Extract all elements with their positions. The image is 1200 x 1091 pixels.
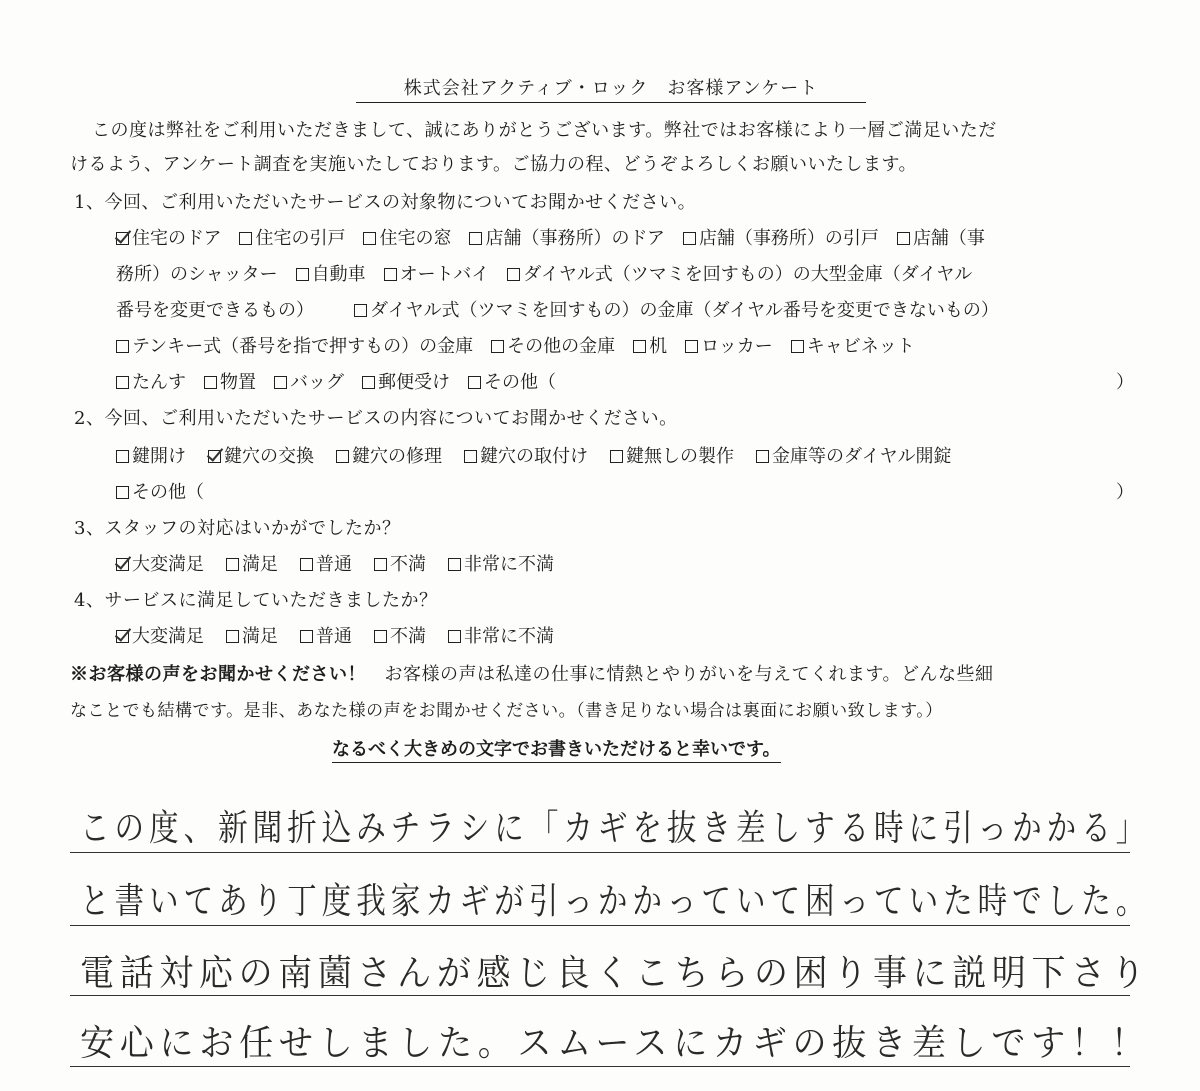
q4-heading: 4、サービスに満足していただきましたか？ <box>74 590 438 611</box>
q2-other-close-paren: ） <box>1116 482 1134 503</box>
handwritten-line-3: 電話対応の南薗さんが感じ良くこちらの困り事に説明下さり <box>80 953 1151 994</box>
checkbox-icon[interactable] <box>226 630 239 643</box>
q1-option[interactable] <box>468 368 556 394</box>
handwritten-line-4: 安心にお任せしました。スムースにカギの抜き差しです！！ <box>80 1023 1151 1064</box>
q1-option-label: 郵便受け <box>378 372 450 393</box>
survey-title: 株式会社アクティブ・ロック お客様アンケート <box>356 74 866 103</box>
checkbox-icon[interactable] <box>468 376 481 389</box>
checkbox-icon[interactable] <box>610 450 623 463</box>
checkbox-icon[interactable] <box>116 340 129 353</box>
checkbox-icon[interactable] <box>448 558 461 571</box>
q1-option[interactable] <box>507 260 972 286</box>
q1-heading: 1、今回、ご利用いただいたサービスの対象物についてお聞かせください。 <box>74 192 697 213</box>
checkbox-icon[interactable] <box>464 450 477 463</box>
q1-option-label: その他（ <box>484 372 556 393</box>
q2-option-label: 鍵開け <box>132 446 186 467</box>
q1-row-3 <box>116 296 999 322</box>
q1-option-label: 物置 <box>220 372 256 393</box>
checkbox-icon[interactable] <box>756 450 769 463</box>
q3-option-label: 大変満足 <box>132 554 204 575</box>
q3-option[interactable] <box>116 550 204 576</box>
checkbox-icon[interactable] <box>336 450 349 463</box>
checkbox-icon[interactable] <box>897 232 910 245</box>
q1-option-label: キャビネット <box>806 336 915 357</box>
q1-option-label: その他の金庫 <box>507 336 616 357</box>
q1-option[interactable] <box>633 332 667 358</box>
q3-option-label: 不満 <box>390 554 426 575</box>
checkbox-icon[interactable] <box>384 268 397 281</box>
q3-row-1 <box>116 550 576 576</box>
checkbox-checked-icon[interactable] <box>116 232 129 245</box>
checkbox-icon[interactable] <box>491 340 504 353</box>
checkbox-icon[interactable] <box>683 232 696 245</box>
q1-option[interactable] <box>204 368 256 394</box>
q2-option[interactable] <box>116 442 186 468</box>
q1-option[interactable] <box>354 296 999 322</box>
q4-option[interactable] <box>300 622 352 648</box>
q1-option-label: 番号を変更できるもの） <box>116 300 314 321</box>
q1-other-close-paren: ） <box>1116 372 1134 393</box>
q2-option[interactable] <box>336 442 442 468</box>
q3-option[interactable] <box>374 550 426 576</box>
writing-rule-2 <box>70 925 1130 926</box>
q4-option-label: 大変満足 <box>132 626 204 647</box>
q1-option-label: バッグ <box>290 372 344 393</box>
q1-option[interactable] <box>897 224 985 250</box>
q4-row-1 <box>116 622 576 648</box>
checkbox-icon[interactable] <box>116 450 129 463</box>
q1-option-label: 自動車 <box>311 264 366 285</box>
q1-option[interactable] <box>791 332 915 358</box>
q2-option-label: 鍵穴の交換 <box>224 446 314 467</box>
q1-option-label: 務所）のシャッター <box>116 264 278 285</box>
q1-option[interactable] <box>239 224 345 250</box>
checkbox-icon[interactable] <box>507 268 520 281</box>
checkbox-icon[interactable] <box>791 340 804 353</box>
q1-option <box>116 260 278 286</box>
voice-line-1 <box>70 660 994 686</box>
q3-option[interactable] <box>448 550 554 576</box>
q1-option-label: 住宅の引戸 <box>255 228 346 249</box>
q1-row-1 <box>116 224 985 250</box>
writing-rule-1 <box>70 852 1130 853</box>
q1-option-label: 住宅の窓 <box>379 228 452 249</box>
q3-heading: 3、スタッフの対応はいかがでしたか？ <box>74 518 401 539</box>
q2-option-label: 鍵無しの製作 <box>626 446 734 467</box>
intro-line-2: けるよう、アンケート調査を実施いたしております。ご協力の程、どうぞよろしくお願いいたします。 <box>70 154 918 175</box>
q1-option[interactable] <box>469 224 664 250</box>
q4-option[interactable] <box>116 622 204 648</box>
q1-option-label: ロッカー <box>701 336 773 357</box>
q4-option-label: 不満 <box>390 626 426 647</box>
checkbox-icon[interactable] <box>300 558 313 571</box>
q2-option[interactable] <box>208 442 314 468</box>
voice-line-2: なことでも結構です。是非、あなた様の声をお聞かせください。（書き足りない場合は裏面にお願い致します。） <box>70 701 943 721</box>
checkbox-icon[interactable] <box>274 376 287 389</box>
q1-option-label: ダイヤル式（ツマミを回すもの）の金庫（ダイヤル番号を変更できないもの） <box>370 300 999 321</box>
checkbox-icon[interactable] <box>374 558 387 571</box>
q1-option-label: 住宅のドア <box>132 228 222 249</box>
q1-option-label: テンキー式（番号を指で押すもの）の金庫 <box>132 336 474 357</box>
q1-option[interactable] <box>116 332 473 358</box>
q4-option[interactable] <box>374 622 426 648</box>
checkbox-icon[interactable] <box>374 630 387 643</box>
q2-option-label: 鍵穴の取付け <box>480 446 588 467</box>
q1-option[interactable] <box>683 224 879 250</box>
q1-option-label: ダイヤル式（ツマミを回すもの）の大型金庫（ダイヤル <box>523 264 973 285</box>
checkbox-icon[interactable] <box>116 376 129 389</box>
checkbox-icon[interactable] <box>300 630 313 643</box>
q3-option-label: 普通 <box>316 554 352 575</box>
checkbox-icon[interactable] <box>685 340 698 353</box>
checkbox-checked-icon[interactable] <box>116 630 129 643</box>
q1-row-2 <box>116 260 972 286</box>
q1-option[interactable] <box>274 368 344 394</box>
q1-option[interactable] <box>296 260 366 286</box>
q3-option[interactable] <box>226 550 278 576</box>
q1-row-4 <box>116 332 915 358</box>
voice-note: なるべく大きめの文字でお書きいただけると幸いです。 <box>332 735 781 763</box>
checkbox-icon[interactable] <box>116 486 129 499</box>
checkbox-icon[interactable] <box>633 340 646 353</box>
checkbox-icon[interactable] <box>363 232 376 245</box>
voice-line-1-rest: お客様の声は私達の仕事に情熱とやりがいを与えてくれます。どんな些細 <box>366 664 994 685</box>
q1-option-label: たんす <box>132 372 186 393</box>
handwritten-line-1: この度、新聞折込みチラシに「カギを抜き差しする時に引っかかる」 <box>80 808 1151 849</box>
q2-option[interactable] <box>116 478 204 504</box>
q3-option-label: 非常に不満 <box>464 554 554 575</box>
q1-option[interactable] <box>685 332 773 358</box>
q2-option[interactable] <box>610 442 734 468</box>
q2-option-label: 鍵穴の修理 <box>352 446 442 467</box>
q2-row-1 <box>116 442 973 468</box>
q1-option <box>116 296 314 322</box>
q1-option[interactable] <box>384 260 490 286</box>
q2-option-label: 金庫等のダイヤル開錠 <box>772 446 952 467</box>
q2-option[interactable] <box>464 442 588 468</box>
q3-option[interactable] <box>300 550 352 576</box>
checkbox-checked-icon[interactable] <box>116 558 129 571</box>
voice-lead: ※お客様の声をお聞かせください！ <box>70 664 366 685</box>
checkbox-icon[interactable] <box>204 376 217 389</box>
q2-option[interactable] <box>756 442 951 468</box>
q2-option-label: その他（ <box>132 482 204 503</box>
q1-option[interactable] <box>116 224 221 250</box>
handwritten-line-2: と書いてあり丁度我家カギが引っかかっていて困っていた時でした。 <box>80 881 1151 922</box>
intro-line-1: この度は弊社をご利用いただきまして、誠にありがとうございます。弊社ではお客様により一層ご満足いただ <box>92 120 997 141</box>
q1-option[interactable] <box>491 332 615 358</box>
q3-option-label: 満足 <box>242 554 278 575</box>
q4-option-label: 満足 <box>242 626 278 647</box>
q2-row-2 <box>116 478 226 504</box>
checkbox-icon[interactable] <box>296 268 309 281</box>
q1-option[interactable] <box>362 368 450 394</box>
q4-option-label: 非常に不満 <box>464 626 554 647</box>
q1-row-5 <box>116 368 556 394</box>
q1-option-label: 店舗（事務所）の引戸 <box>698 228 879 249</box>
q1-option-label: 机 <box>649 336 668 357</box>
checkbox-icon[interactable] <box>448 630 461 643</box>
q1-option-label: 店舗（事務所）のドア <box>485 228 665 249</box>
q1-option[interactable] <box>363 224 451 250</box>
checkbox-icon[interactable] <box>354 304 367 317</box>
q4-option-label: 普通 <box>316 626 352 647</box>
checkbox-checked-icon[interactable] <box>208 450 221 463</box>
checkbox-icon[interactable] <box>469 232 482 245</box>
q1-option-label: オートバイ <box>399 264 490 285</box>
q1-option-label: 店舗（事 <box>912 228 985 249</box>
checkbox-icon[interactable] <box>239 232 252 245</box>
q1-option[interactable] <box>116 368 186 394</box>
writing-rule-4 <box>70 1066 1130 1067</box>
q4-option[interactable] <box>226 622 278 648</box>
checkbox-icon[interactable] <box>226 558 239 571</box>
checkbox-icon[interactable] <box>362 376 375 389</box>
q4-option[interactable] <box>448 622 554 648</box>
q2-heading: 2、今回、ご利用いただいたサービスの内容についてお聞かせください。 <box>74 408 678 429</box>
